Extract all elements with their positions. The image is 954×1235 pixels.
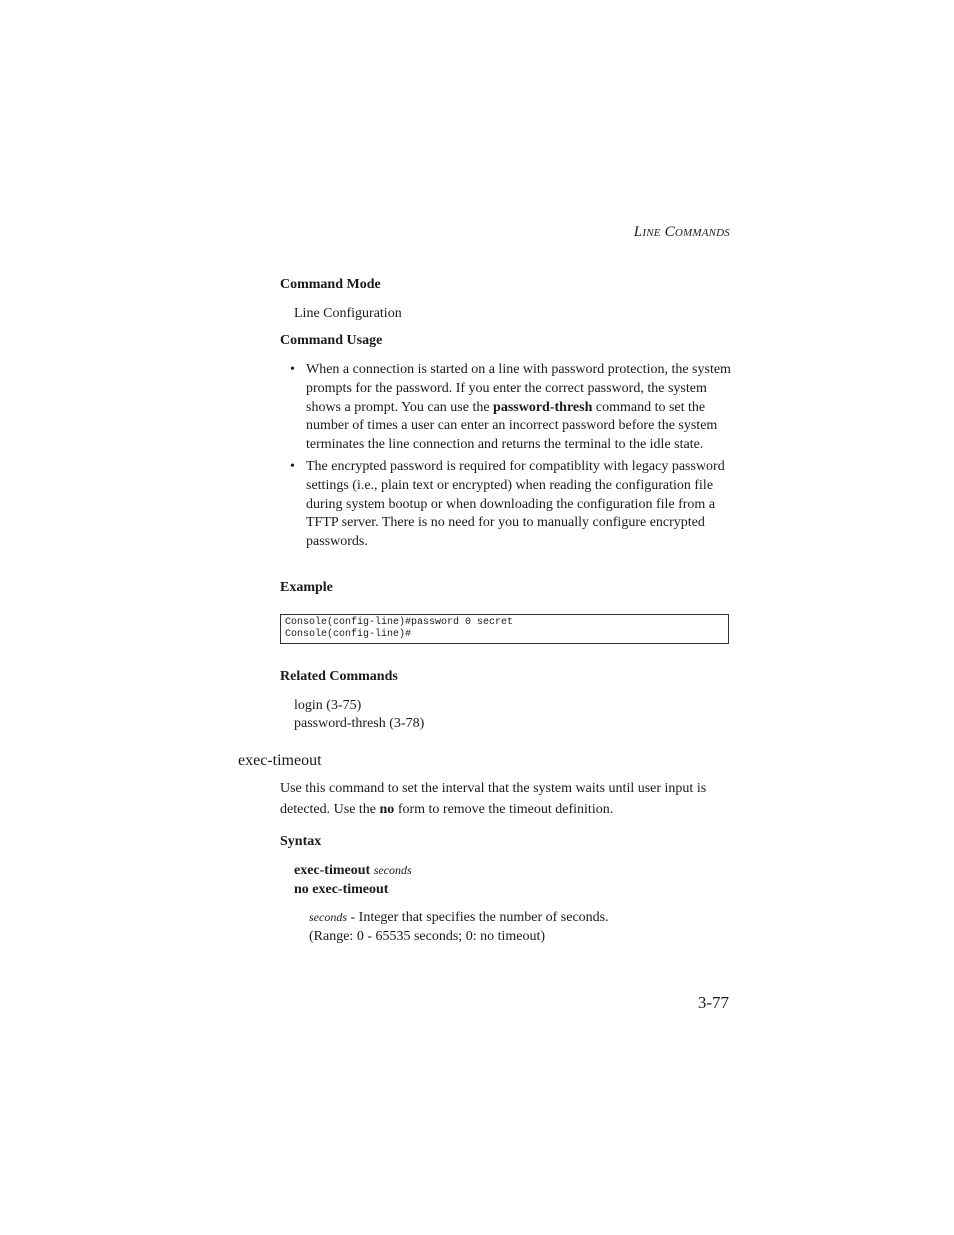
param-description: seconds - Integer that specifies the number of seconds.	[309, 910, 609, 925]
related-item-password-thresh: password-thresh (3-78)	[294, 716, 425, 731]
syntax-heading: Syntax	[280, 834, 322, 849]
command-mode-heading: Command Mode	[280, 277, 381, 292]
code-line-1: Console(config-line)#password 0 secret	[285, 617, 514, 628]
running-header: LINE COMMANDS	[633, 224, 730, 240]
example-heading: Example	[280, 580, 333, 595]
page-number: 3-77	[697, 993, 729, 1012]
example-code-block	[280, 614, 729, 644]
syntax-line-1: exec-timeout seconds	[294, 863, 412, 878]
usage-bullet-2: • The encrypted password is required for compatiblity with legacy password settings (i.e., plain text or encrypted) when reading the configuration file during system bootup or when downloading the configuration file from a TFTP server. There is no need for you to manually configure encrypted passwords.	[290, 458, 725, 550]
password-thresh-keyword: password-thresh	[493, 399, 593, 415]
command-usage-heading: Command Usage	[280, 333, 383, 348]
section-description: Use this command to set the interval that the system waits until user input is detected. Use the no form to remove the timeout definition.	[280, 781, 707, 817]
command-mode-value: Line Configuration	[294, 306, 402, 321]
syntax-line-2: no exec-timeout	[294, 882, 389, 897]
related-item-login: login (3-75)	[294, 698, 362, 713]
code-line-2: Console(config-line)#	[285, 629, 412, 640]
param-range: (Range: 0 - 65535 seconds; 0: no timeout)	[309, 929, 546, 944]
usage-bullet-1: • When a connection is started on a line with password protection, the system prompts for the password. If you enter the correct password, the system shows a prompt. You can use the password-thresh command to set the number of times a user can enter an incorrect password before the system terminates the line connection and returns the terminal to the idle state.	[290, 362, 731, 453]
usage-list	[290, 361, 732, 555]
section-title: exec-timeout	[238, 752, 322, 769]
related-commands-heading: Related Commands	[280, 669, 398, 684]
